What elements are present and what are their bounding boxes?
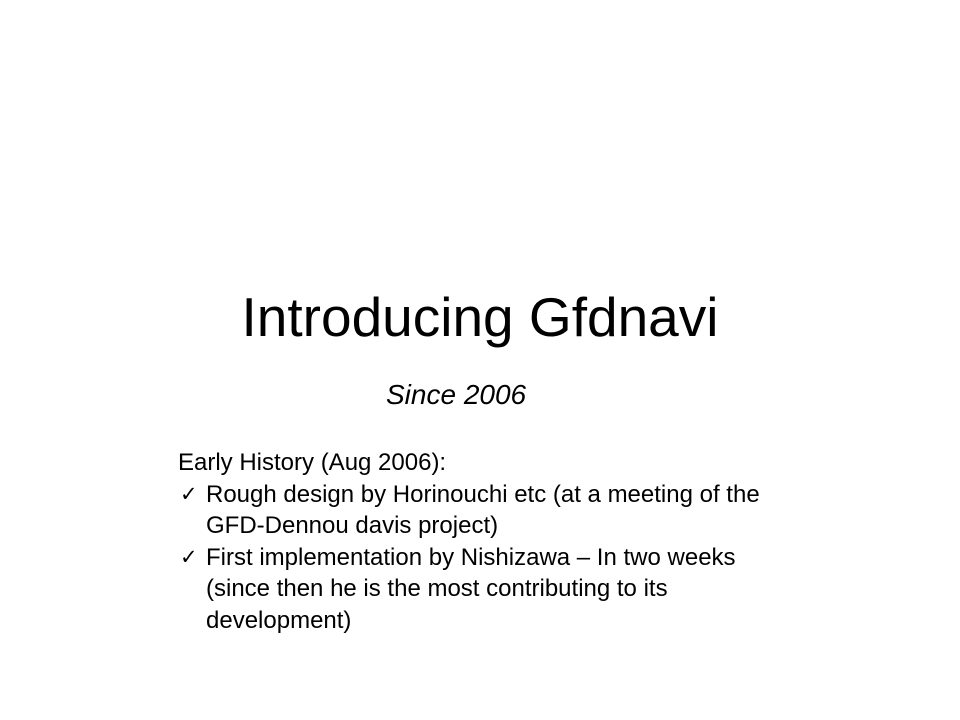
history-bullet-item xyxy=(178,542,798,637)
check-icon: ✓ xyxy=(180,544,198,569)
history-bullet-text: First implementation by Nishizawa – In two weeks (since then he is the most contributing to its development) xyxy=(206,543,736,634)
slide-subtitle: Since 2006 xyxy=(386,379,527,410)
history-section xyxy=(178,447,798,636)
history-bullet-list xyxy=(178,479,798,637)
history-bullet-text: Rough design by Horinouchi etc (at a meeting of the GFD-Dennou davis project) xyxy=(206,480,760,539)
check-icon: ✓ xyxy=(180,481,198,506)
history-bullet-item xyxy=(178,479,798,542)
history-heading: Early History (Aug 2006): xyxy=(178,449,447,476)
slide-title: Introducing Gfdnavi xyxy=(241,286,719,348)
